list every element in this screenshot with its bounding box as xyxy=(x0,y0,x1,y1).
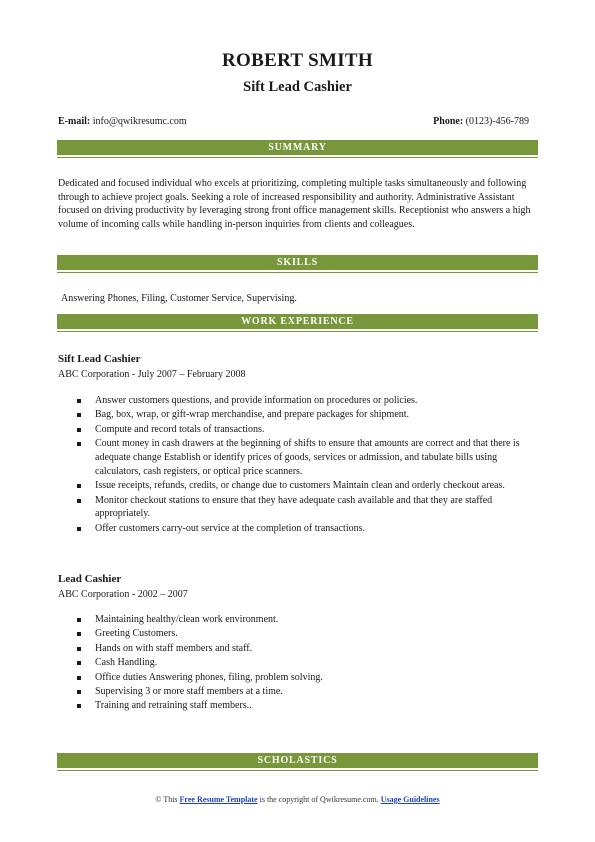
bullet-icon xyxy=(77,499,81,503)
section-divider xyxy=(57,770,538,771)
list-item xyxy=(58,627,536,641)
section-header-summary: SUMMARY xyxy=(57,140,538,155)
bullet-icon xyxy=(77,676,81,680)
usage-guidelines-link[interactable]: Usage Guidelines xyxy=(380,795,440,804)
list-item xyxy=(58,437,536,478)
list-item xyxy=(58,671,536,685)
section-header-skills: SKILLS xyxy=(57,255,538,270)
section-header-scholastics: SCHOLASTICS xyxy=(57,753,538,768)
skills-text: Answering Phones, Filing, Customer Service, Supervising. xyxy=(61,293,297,304)
bullet-text: Training and retraining staff members.. xyxy=(95,700,252,712)
list-item xyxy=(58,642,536,656)
bullet-icon xyxy=(77,484,81,488)
bullet-icon xyxy=(77,527,81,531)
section-divider xyxy=(57,157,538,158)
bullet-icon xyxy=(77,632,81,636)
bullet-text: Bag, box, wrap, or gift-wrap merchandise, and prepare packages for shipment. xyxy=(95,409,410,421)
phone-label: Phone: xyxy=(433,116,464,127)
section-header-work-experience: WORK EXPERIENCE xyxy=(57,314,538,329)
list-item xyxy=(58,699,536,713)
bullet-icon xyxy=(77,399,81,403)
list-item xyxy=(58,522,536,536)
footer-middle: is the copyright of Qwikresume.com. xyxy=(259,795,379,804)
email-label: E-mail: xyxy=(58,116,91,127)
phone-contact xyxy=(433,115,529,128)
bullet-icon xyxy=(77,413,81,417)
list-item xyxy=(58,408,536,422)
free-resume-template-link[interactable]: Free Resume Template xyxy=(179,795,258,804)
job-bullet-list xyxy=(58,613,536,714)
section-divider xyxy=(57,331,538,332)
bullet-text: Cash Handling. xyxy=(95,657,158,669)
list-item xyxy=(58,494,536,522)
bullet-icon xyxy=(77,442,81,446)
list-item xyxy=(58,685,536,699)
bullet-text: Office duties Answering phones, filing, problem solving. xyxy=(95,671,323,683)
bullet-text: Offer customers carry-out service at the completion of transactions. xyxy=(95,522,365,534)
bullet-text: Answer customers questions, and provide information on procedures or policies. xyxy=(95,395,418,406)
bullet-text: Supervising 3 or more staff members at a time. xyxy=(95,685,283,697)
bullet-icon xyxy=(77,618,81,622)
bullet-icon xyxy=(77,647,81,651)
list-item xyxy=(58,613,536,627)
list-item xyxy=(58,423,536,437)
bullet-icon xyxy=(77,661,81,665)
bullet-text: Monitor checkout stations to ensure that they have adequate cash available and that they are staffed appropriately. xyxy=(95,494,493,520)
job-title: Sift Lead Cashier xyxy=(58,353,141,365)
bullet-text: Maintaining healthy/clean work environment. xyxy=(95,614,279,625)
job-title: Lead Cashier xyxy=(58,573,122,585)
bullet-text: Hands on with staff members and staff. xyxy=(95,642,253,654)
bullet-icon xyxy=(77,690,81,694)
list-item xyxy=(58,656,536,670)
email-contact xyxy=(58,115,187,128)
footer-prefix: © This xyxy=(155,795,178,804)
bullet-text: Compute and record totals of transactions. xyxy=(95,423,265,435)
list-item xyxy=(58,394,536,408)
job-meta: ABC Corporation - 2002 – 2007 xyxy=(58,589,188,600)
bullet-text: Count money in cash drawers at the beginning of shifts to ensure that amounts are correct and that there is adequate change Establish or identify prices of goods, services or admission, and tabulate bills using calculators, cash registers, or optical price scanners. xyxy=(95,438,520,477)
email-value[interactable]: info@qwikresumc.com xyxy=(92,116,187,127)
job-meta: ABC Corporation - July 2007 – February 2008 xyxy=(58,369,246,380)
phone-value: (0123)-456-789 xyxy=(465,116,529,127)
copyright-footer xyxy=(0,795,595,805)
bullet-text: Greeting Customers. xyxy=(95,628,178,640)
bullet-icon xyxy=(77,704,81,708)
bullet-text: Issue receipts, refunds, credits, or change due to customers Maintain clean and orderly checkout areas. xyxy=(95,480,505,492)
candidate-name: ROBERT SMITH xyxy=(222,50,373,71)
summary-text: Dedicated and focused individual who excels at prioritizing, completing multiple tasks simultaneously and following through to achieve project goals. Seeking a role of increased responsibility and authority. Administrative Assistant focused on driving productivity by leveraging strong front office management skills. Receptionist who answers a high volume of incoming calls while handling in-person inquiries from clients and colleagues. xyxy=(58,178,531,230)
list-item xyxy=(58,479,536,493)
candidate-title: Sift Lead Cashier xyxy=(243,79,352,95)
bullet-icon xyxy=(77,428,81,432)
section-divider xyxy=(57,272,538,273)
job-bullet-list xyxy=(58,394,536,536)
